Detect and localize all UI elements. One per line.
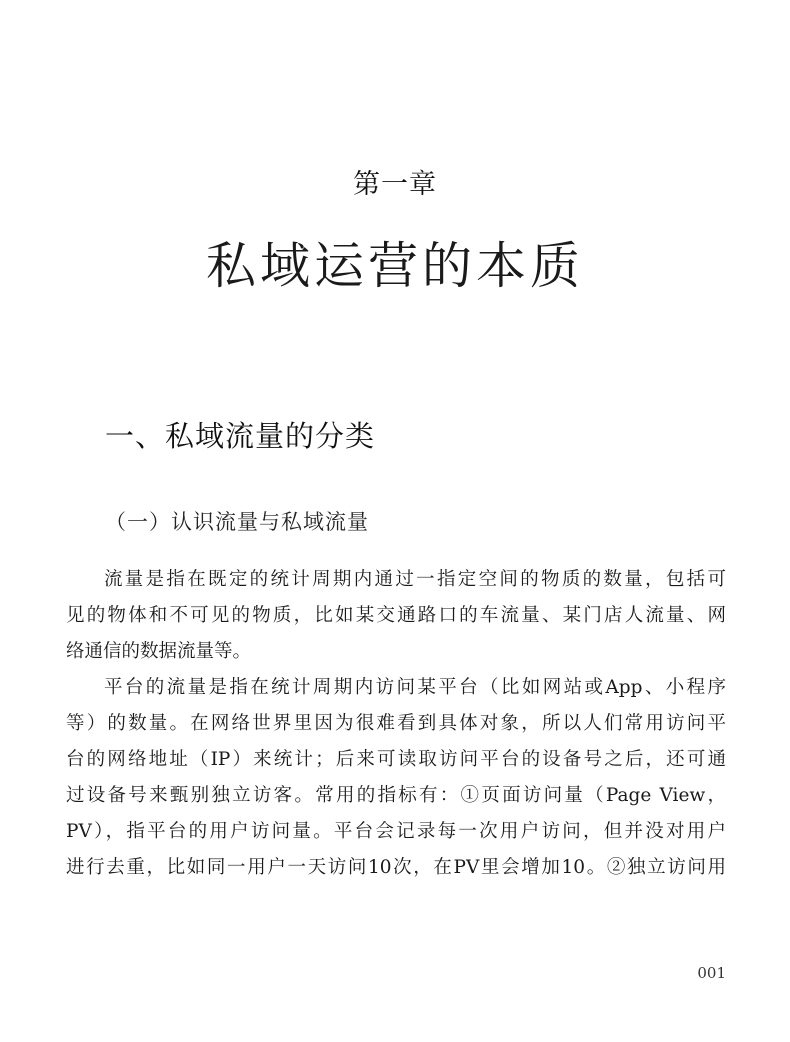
paragraph-line: 等）的数量。在网络世界里因为很难看到具体对象，所以人们常用访问平 <box>66 713 726 734</box>
page-number: 001 <box>697 964 726 982</box>
paragraph-line: PV），指平台的用户访问量。平台会记录每一次用户访问，但并没对用户 <box>66 821 726 842</box>
body-text <box>66 562 726 886</box>
section-heading: 一、私域流量的分类 <box>105 419 376 453</box>
paragraph-line: 过设备号来甄别独立访客。常用的指标有：①页面访问量（Page View， <box>66 785 726 806</box>
paragraph-line: 进行去重，比如同一用户一天访问10次，在PV里会增加10。②独立访问用 <box>66 857 726 878</box>
paragraph-line: 台的网络地址（IP）来统计；后来可读取访问平台的设备号之后，还可通 <box>66 749 726 770</box>
paragraph-line: 流量是指在既定的统计周期内通过一指定空间的物质的数量，包括可 <box>104 569 726 590</box>
chapter-title: 私域运营的本质 <box>206 237 584 295</box>
paragraph-line: 络通信的数据流量等。 <box>66 641 252 662</box>
subsection-heading: （一）认识流量与私域流量 <box>105 510 369 534</box>
paragraph-line: 平台的流量是指在统计周期内访问某平台（比如网站或App、小程序 <box>104 677 726 698</box>
chapter-label: 第一章 <box>353 169 437 200</box>
paragraph-line: 见的物体和不可见的物质，比如某交通路口的车流量、某门店人流量、网 <box>66 605 726 626</box>
